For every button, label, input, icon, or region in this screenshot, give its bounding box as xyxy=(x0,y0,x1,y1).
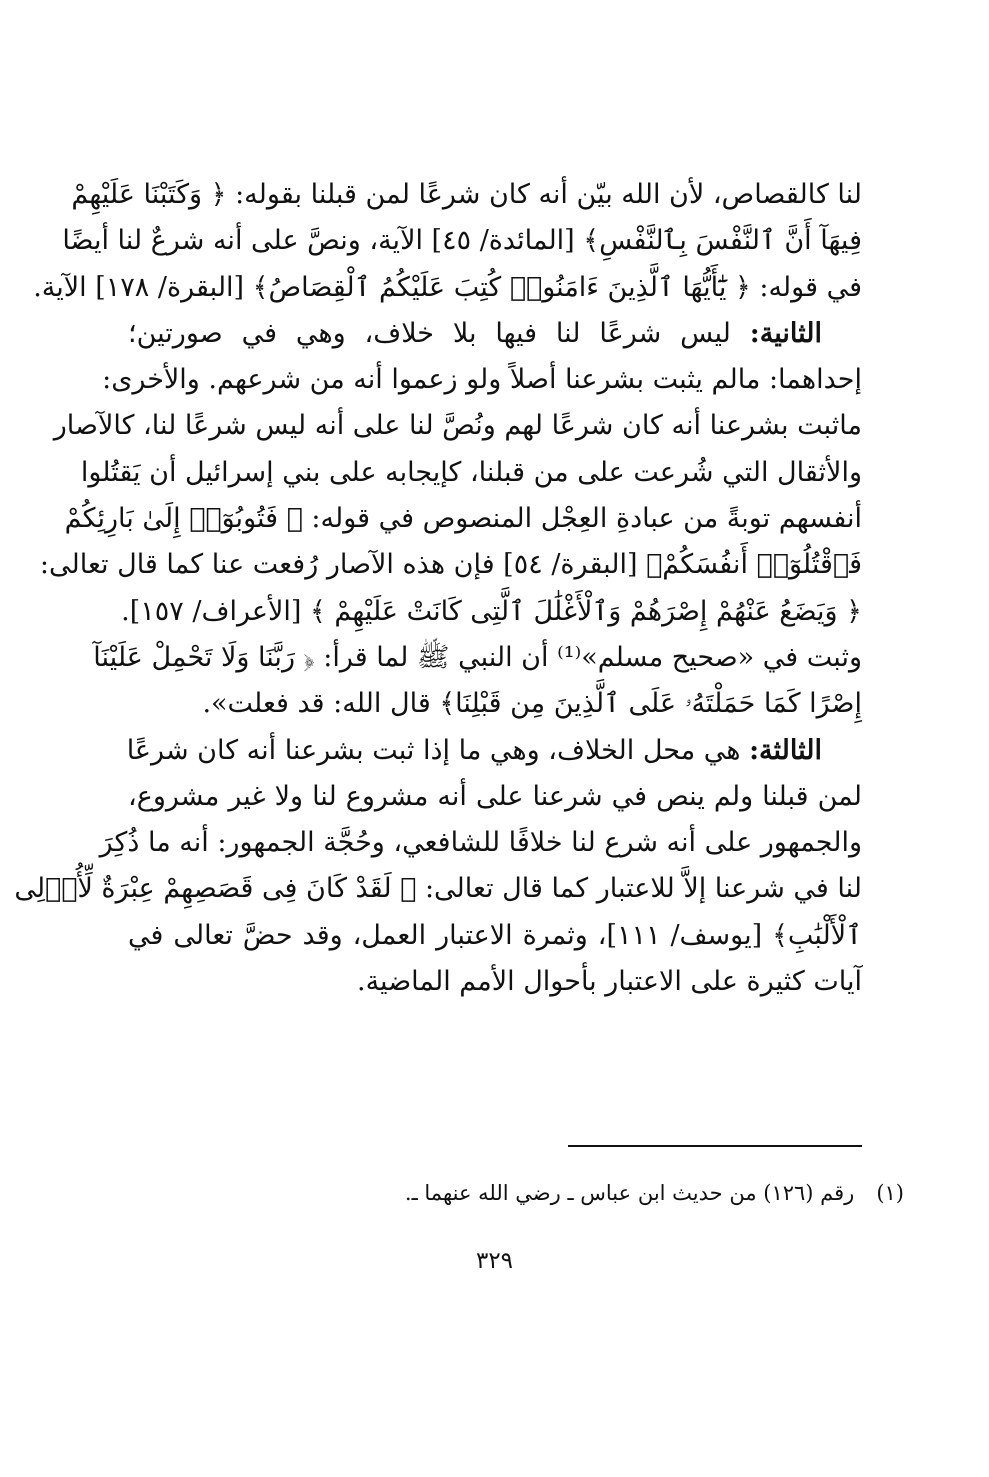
text-line xyxy=(121,589,862,635)
text-line xyxy=(14,866,862,912)
case-heading: الثانية: xyxy=(749,317,822,349)
footnote xyxy=(128,1176,904,1210)
case-heading: الثالثة: xyxy=(749,734,822,766)
line-text: ماثبت بشرعنا أنه كان شرعًا لهم ونُصَّ لنا على أنه ليس شرعًا لنا، كالآصار xyxy=(53,410,862,442)
line-text: في قوله: ﴿ يَٰٓأَيُّهَا ٱلَّذِينَ ءَامَنُوا۟ كُتِبَ عَلَيْكُمُ ٱلْقِصَاصُ﴾ [البقرة/ ١٧٨] الآية. xyxy=(33,271,862,303)
line-text: آيات كثيرة على الاعتبار بأحوال الأمم الماضية. xyxy=(357,966,862,998)
line-text: لمن قبلنا ولم ينص في شرعنا على أنه مشروع لنا ولا غير مشروع، xyxy=(128,780,862,812)
paragraph-third-case xyxy=(14,728,863,1006)
text-line xyxy=(53,403,862,449)
footnote-text: رقم (١٢٦) من حديث ابن عباس ـ رضي الله عنهما ـ. xyxy=(404,1181,855,1205)
main-text xyxy=(14,172,863,1005)
footnote-number: (١) xyxy=(876,1181,904,1205)
text-line xyxy=(128,681,862,727)
line-text: لنا كالقصاص، لأن الله بيّن أنه كان شرعًا لمن قبلنا بقوله: ﴿ وَكَتَبْنَا عَلَيْهِمْ xyxy=(71,179,862,210)
line-text: إحداهما: مالم يثبت بشرعنا أصلاً ولو زعموا أنه من شرعهم. والأخرى: xyxy=(102,364,862,396)
line-text: أنفسهم توبةً من عبادةِ العِجْل المنصوص في قوله: ﴿ فَتُوبُوٓا۟ إِلَىٰ بَارِئِكُمْ xyxy=(64,503,862,535)
line-text: والجمهور على أنه شرع لنا خلافًا للشافعي، وحُجَّة الجمهور: أنه ما ذُكِرَ xyxy=(99,827,862,859)
line-text: هي محل الخلاف، وهي ما إذا ثبت بشرعنا أنه كان شرعًا xyxy=(126,734,750,766)
text-line xyxy=(80,450,862,496)
line-text: لنا في شرعنا إلاَّ للاعتبار كما قال تعالى: ﴿ لَقَدْ كَانَ فِى قَصَصِهِمْ عِبْرَةٌ لِّأُو۟لِى xyxy=(14,873,862,905)
text-line xyxy=(102,357,862,403)
text-line xyxy=(39,542,862,588)
page-number: ٣٢٩ xyxy=(475,1248,514,1274)
text-line xyxy=(62,218,862,264)
text-line xyxy=(128,959,862,1005)
line-text: ليس شرعًا لنا فيها بلا خلاف، وهي في صورتين؛ xyxy=(128,317,750,349)
text-line xyxy=(71,172,862,218)
line-text: وثبت في «صحيح مسلم»⁽¹⁾ أن النبي ﷺ لما قرأ: ﴿ رَبَّنَا وَلَا تَحْمِلْ عَلَيْنَآ xyxy=(93,641,862,673)
text-line xyxy=(128,311,862,357)
paragraph-second-case xyxy=(39,311,862,728)
line-text: ٱلْأَلْبَٰبِ﴾ [يوسف/ ١١١]، وثمرة الاعتبار العمل، وقد حضَّ تعالى في xyxy=(128,919,863,951)
line-text: فَٱقْتُلُوٓا۟ أَنفُسَكُمْ﴾ [البقرة/ ٥٤] فإن هذه الآصار رُفعت عنا كما قال تعالى: xyxy=(39,549,862,581)
text-line xyxy=(33,265,862,311)
line-text: فِيهَآ أَنَّ ٱلنَّفْسَ بِٱلنَّفْسِ﴾ [المائدة/ ٤٥] الآية، ونصَّ على أنه شرعٌ لنا أيضًا xyxy=(62,225,862,257)
text-line xyxy=(99,820,862,866)
text-line xyxy=(128,728,862,774)
line-text: والأثقال التي شُرعت على من قبلنا، كإيجابه على بني إسرائيل أن يَقتُلوا xyxy=(80,456,862,488)
line-text: ﴿ وَيَضَعُ عَنْهُمْ إِصْرَهُمْ وَٱلْأَغْلَٰلَ ٱلَّتِى كَانَتْ عَلَيْهِمْ ﴾ [الأعراف/ ١٥٧]. xyxy=(121,595,862,627)
line-text: إِصْرًا كَمَا حَمَلْتَهُۥ عَلَى ٱلَّذِينَ مِن قَبْلِنَا﴾ قال الله: قد فعلت». xyxy=(202,688,862,720)
paragraph-intro-continuation xyxy=(33,172,862,311)
text-line xyxy=(128,774,862,820)
text-line xyxy=(128,913,862,959)
text-line xyxy=(64,496,862,542)
text-line xyxy=(93,635,862,681)
footnote-separator xyxy=(568,1145,862,1147)
